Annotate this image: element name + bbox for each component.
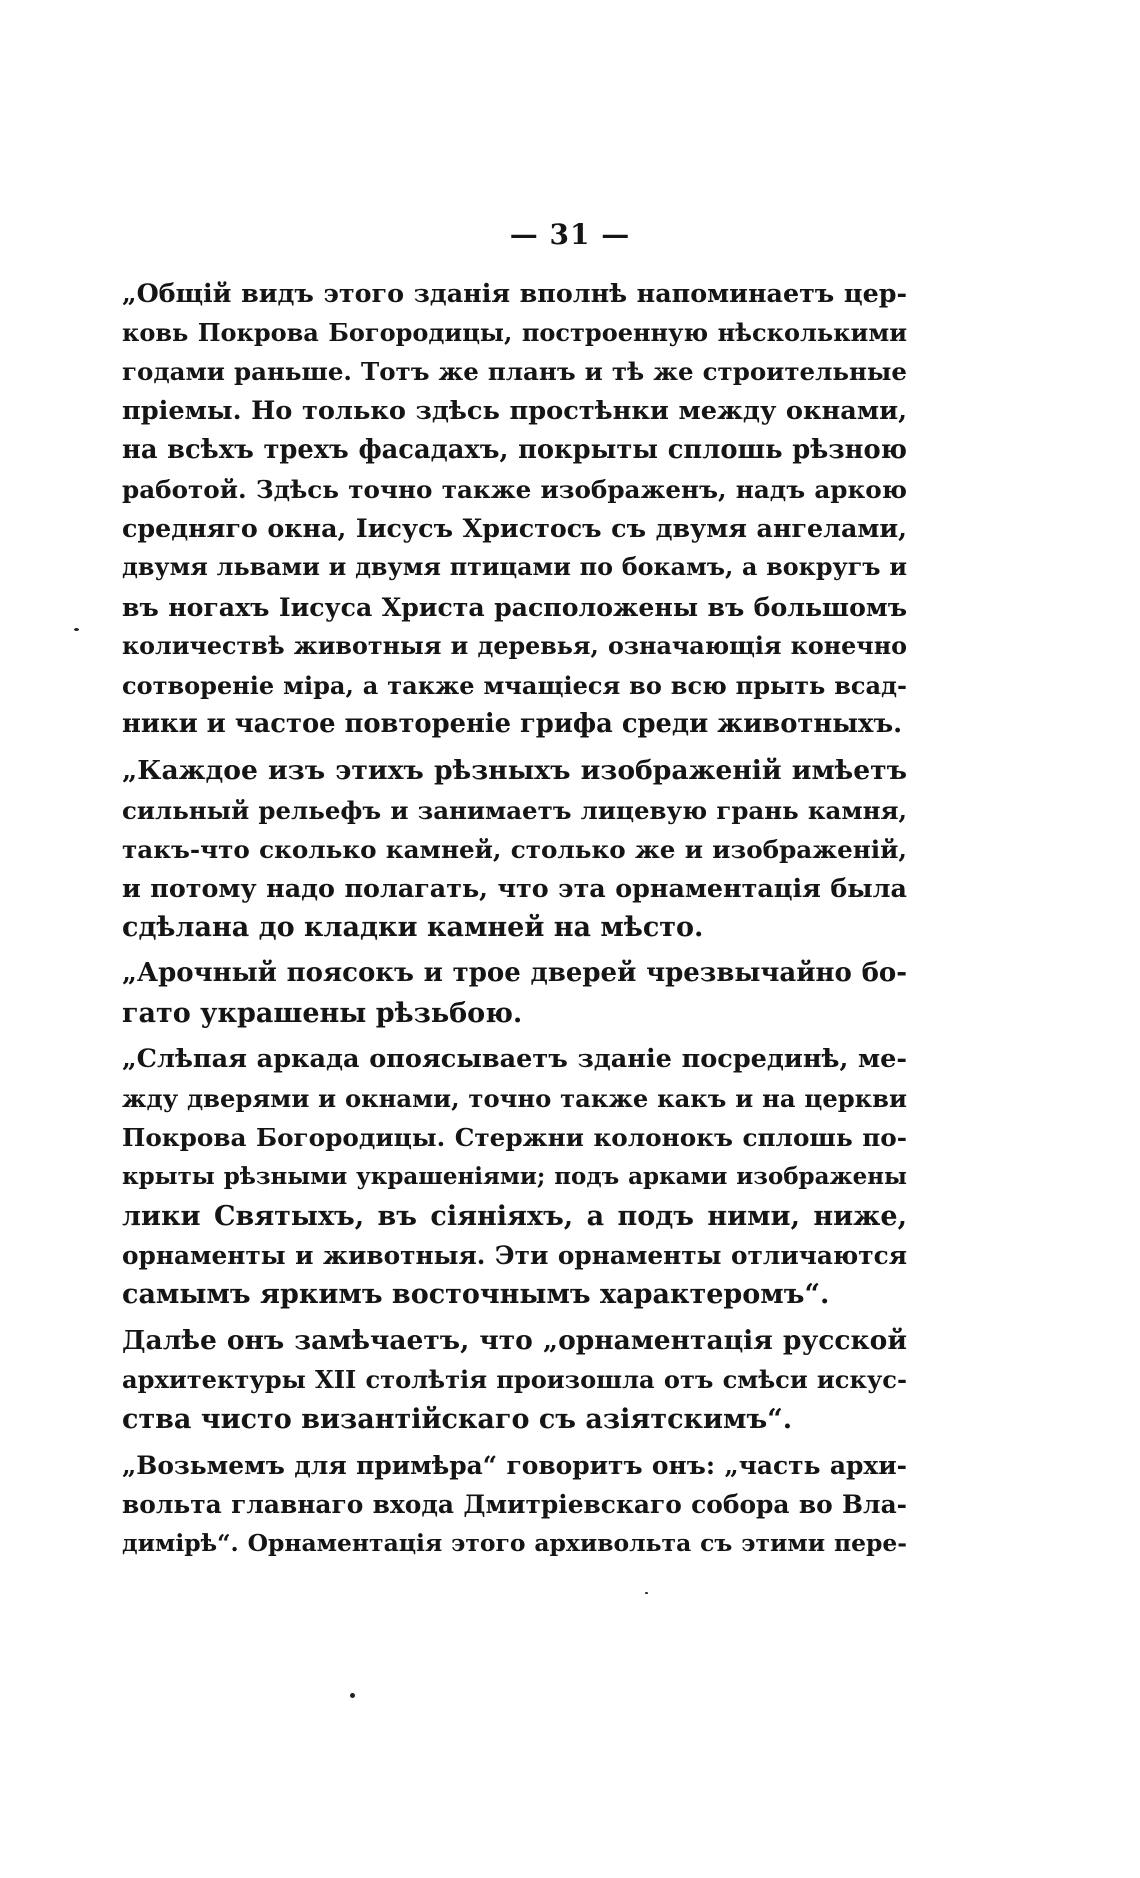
text-line: пріемы. Но только здѣсь простѣнки между окнами, [122,395,907,426]
text-line: крыты рѣзными украшеніями; подъ арками изображены [122,1163,907,1191]
text-line: вольта главнаго входа Дмитріевскаго собора во Вла- [122,1490,907,1520]
text-line: жду дверями и окнами, точно также какъ и на церкви [122,1084,907,1114]
scan-speck [645,1592,648,1594]
text-line: ники и частое повтореніе грифа среди животныхъ. [122,709,903,740]
text-line: Покрова Богородицы. Стержни колонокъ сплошь по- [122,1123,907,1153]
text-line: лики Святыхъ, въ сіяніяхъ, а подъ ними, ниже, [122,1200,907,1232]
text-line: сильный рельефъ и занимаетъ лицевую грань камня, [122,795,907,825]
page-number: — 31 — [509,218,631,251]
paragraph-5 [122,1321,907,1439]
text-line: сотвореніе міра, а также мчащіеся во всю прыть всад- [122,671,907,701]
text-line: гато украшены рѣзьбою. [122,997,523,1029]
text-line: въ ногахъ Іисуса Христа расположены въ большомъ [122,591,907,622]
text-line: ства чисто византійскаго съ азіятскимъ“. [122,1403,793,1435]
text-line: Далѣе онъ замѣчаетъ, что „орнаментація русской [122,1325,907,1357]
text-line: архитектуры XII столѣтія произошла отъ смѣси искус- [122,1365,907,1395]
scan-speck [74,628,79,631]
text-line: „Слѣпая аркада опоясываетъ зданіе посрединѣ, ме- [122,1043,907,1074]
text-line: работой. Здѣсь точно также изображенъ, надъ аркою [122,475,907,505]
text-line: сдѣлана до кладки камней на мѣсто. [122,912,704,944]
text-line: и потому надо полагать, что эта орнаментація была [122,873,907,904]
paragraph-4 [122,1040,907,1314]
scan-speck [350,1693,355,1698]
text-line: ковь Покрова Богородицы, построенную нѣсколькими [122,318,907,348]
text-line: „Возьмемъ для примѣра“ говоритъ онъ: „часть архи- [122,1450,907,1480]
text-line: самымъ яркимъ восточнымъ характеромъ“. [122,1279,830,1311]
text-line: „Каждое изъ этихъ рѣзныхъ изображеній имѣетъ [122,755,907,787]
paragraph-3 [122,954,907,1032]
paragraph-6 [122,1446,907,1564]
text-line: такъ-что сколько камней, столько же и изображеній, [122,834,907,864]
text-line: орнаменты и животныя. Эти орнаменты отличаются [122,1240,907,1270]
text-line: средняго окна, Іисусъ Христосъ съ двумя ангелами, [122,513,907,544]
paragraph-2 [122,751,907,947]
text-line: количествѣ животныя и деревья, означающія конечно [122,631,907,660]
paragraph-1 [122,274,907,744]
text-line: „Общій видъ этого зданія вполнѣ напоминаетъ цер- [122,278,907,308]
text-line: димірѣ“. Орнаментація этого архивольта съ этими пере- [122,1529,907,1558]
text-line: на всѣхъ трехъ фасадахъ, покрыты сплошь рѣзною [122,434,907,465]
body-text [122,274,907,1564]
text-line: годами раньше. Тотъ же планъ и тѣ же строительные [122,357,907,387]
text-line: „Арочный поясокъ и трое дверей чрезвычайно бо- [122,958,907,989]
text-line: двумя львами и двумя птицами по бокамъ, а вокругъ и [122,553,907,582]
